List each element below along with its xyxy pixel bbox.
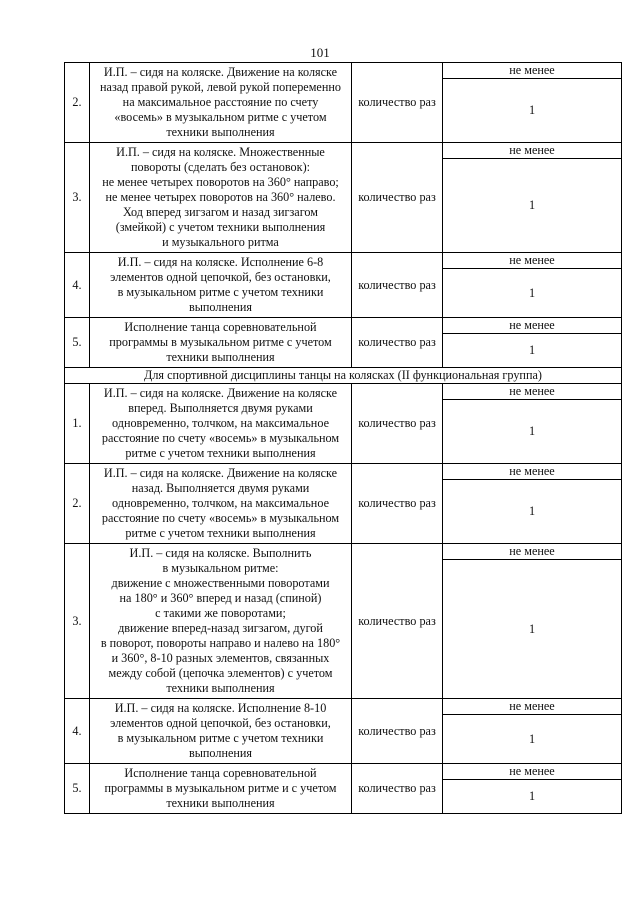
description-line: одновременно, толчком, на максимальное	[112, 496, 329, 510]
description-line: техники выполнения	[166, 681, 275, 695]
criterion-label: не менее	[443, 464, 622, 480]
criterion-label: не менее	[443, 764, 622, 780]
description-line: ритме с учетом техники выполнения	[125, 526, 316, 540]
description-line: элементов одной цепочкой, без остановки,	[110, 270, 331, 284]
page-number: 101	[310, 45, 330, 60]
description-line: движение с множественными поворотами	[111, 576, 330, 590]
description-line: выполнения	[188, 300, 253, 314]
exercise-number: 2.	[65, 63, 90, 143]
table-row	[65, 253, 622, 269]
table-row	[65, 318, 622, 334]
criterion-value: 1	[443, 400, 622, 464]
description-line: И.П. – сидя на коляске. Исполнение 8-10	[114, 701, 327, 715]
exercise-description	[90, 318, 352, 368]
description-line: техники выполнения	[166, 796, 275, 810]
description-line: не менее четырех поворотов на 360° направо;	[102, 175, 339, 189]
criterion-label: не менее	[443, 318, 622, 334]
description-line: И.П. – сидя на коляске. Движение на коляске	[103, 466, 338, 480]
exercise-number: 3.	[65, 544, 90, 699]
description-line: назад. Выполняется двумя руками	[131, 481, 310, 495]
exercise-description	[90, 699, 352, 764]
description-line: ритме с учетом техники выполнения	[125, 446, 316, 460]
criterion-value: 1	[443, 715, 622, 764]
description-line: повороты (сделать без остановок):	[130, 160, 311, 174]
exercise-number: 2.	[65, 464, 90, 544]
description-line: расстояние по счету «восемь» в музыкальном	[101, 431, 340, 445]
unit-label: количество раз	[352, 318, 443, 368]
description-line: Исполнение танца соревновательной	[124, 766, 317, 780]
criterion-value: 1	[443, 269, 622, 318]
criterion-value: 1	[443, 480, 622, 544]
description-line: элементов одной цепочкой, без остановки,	[110, 716, 331, 730]
table-row	[65, 544, 622, 560]
table-row	[65, 384, 622, 400]
criterion-label: не менее	[443, 544, 622, 560]
description-line: назад правой рукой, левой рукой попеременно	[100, 80, 341, 94]
description-line: в музыкальном ритме с учетом техники	[117, 285, 324, 299]
exercise-number: 1.	[65, 384, 90, 464]
description-line: на 180° и 360° вперед и назад (спиной)	[119, 591, 322, 605]
criterion-value: 1	[443, 159, 622, 253]
description-line: на максимальное расстояние по счету	[122, 95, 319, 109]
criterion-value: 1	[443, 79, 622, 143]
description-line: и 360°, 8-10 разных элементов, связанных	[111, 651, 330, 665]
unit-label: количество раз	[352, 63, 443, 143]
exercise-number: 4.	[65, 253, 90, 318]
exercise-description	[90, 63, 352, 143]
table-row	[65, 699, 622, 715]
table-row	[65, 63, 622, 79]
description-line: между собой (цепочка элементов) с учетом	[108, 666, 333, 680]
description-line: программы в музыкальном ритме с учетом	[109, 335, 332, 349]
description-line: техники выполнения	[166, 350, 275, 364]
description-line: «восемь» в музыкальном ритме с учетом	[114, 110, 327, 124]
description-line: и музыкального ритма	[162, 235, 279, 249]
exercise-number: 5.	[65, 764, 90, 814]
description-line: одновременно, толчком, на максимальное	[112, 416, 329, 430]
unit-label: количество раз	[352, 699, 443, 764]
unit-label: количество раз	[352, 764, 443, 814]
description-line: программы в музыкальном ритме и с учетом	[104, 781, 337, 795]
criterion-value: 1	[443, 780, 622, 814]
exercise-description	[90, 764, 352, 814]
criterion-label: не менее	[443, 384, 622, 400]
table-row	[65, 764, 622, 780]
description-line: расстояние по счету «восемь» в музыкальном	[101, 511, 340, 525]
exercise-number: 5.	[65, 318, 90, 368]
exercise-description	[90, 464, 352, 544]
section-header-row	[65, 368, 622, 384]
exercise-number: 4.	[65, 699, 90, 764]
description-line: с такими же поворотами;	[155, 606, 286, 620]
exercise-description	[90, 544, 352, 699]
description-line: Исполнение танца соревновательной	[124, 320, 317, 334]
criterion-value: 1	[443, 334, 622, 368]
description-line: И.П. – сидя на коляске. Множественные	[116, 145, 325, 159]
unit-label: количество раз	[352, 544, 443, 699]
table-row	[65, 143, 622, 159]
description-line: техники выполнения	[166, 125, 275, 139]
exercise-description	[90, 143, 352, 253]
description-line: не менее четырех поворотов на 360° налево.	[105, 190, 336, 204]
criterion-label: не менее	[443, 63, 622, 79]
table-row	[65, 464, 622, 480]
description-line: И.П. – сидя на коляске. Движение на коляске	[103, 65, 338, 79]
criterion-label: не менее	[443, 699, 622, 715]
description-line: в музыкальном ритме:	[162, 561, 279, 575]
description-line: И.П. – сидя на коляске. Движение на коляске	[103, 386, 338, 400]
criterion-label: не менее	[443, 143, 622, 159]
unit-label: количество раз	[352, 464, 443, 544]
description-line: (змейкой) с учетом техники выполнения	[115, 220, 326, 234]
description-line: Ход вперед зигзагом и назад зигзагом	[123, 205, 318, 219]
description-line: выполнения	[188, 746, 253, 760]
norms-table-body	[65, 63, 622, 814]
norms-table	[64, 62, 622, 814]
unit-label: количество раз	[352, 143, 443, 253]
description-line: И.П. – сидя на коляске. Выполнить	[129, 546, 312, 560]
section-title: Для спортивной дисциплины танцы на колясках (II функциональная группа)	[65, 368, 622, 384]
exercise-description	[90, 384, 352, 464]
exercise-description	[90, 253, 352, 318]
description-line: в поворот, повороты направо и налево на 180°	[100, 636, 341, 650]
exercise-number: 3.	[65, 143, 90, 253]
criterion-label: не менее	[443, 253, 622, 269]
description-line: движение вперед-назад зигзагом, дугой	[118, 621, 323, 635]
unit-label: количество раз	[352, 384, 443, 464]
description-line: вперед. Выполняется двумя руками	[128, 401, 313, 415]
unit-label: количество раз	[352, 253, 443, 318]
description-line: в музыкальном ритме с учетом техники	[117, 731, 324, 745]
criterion-value: 1	[443, 560, 622, 699]
description-line: И.П. – сидя на коляске. Исполнение 6-8	[117, 255, 324, 269]
